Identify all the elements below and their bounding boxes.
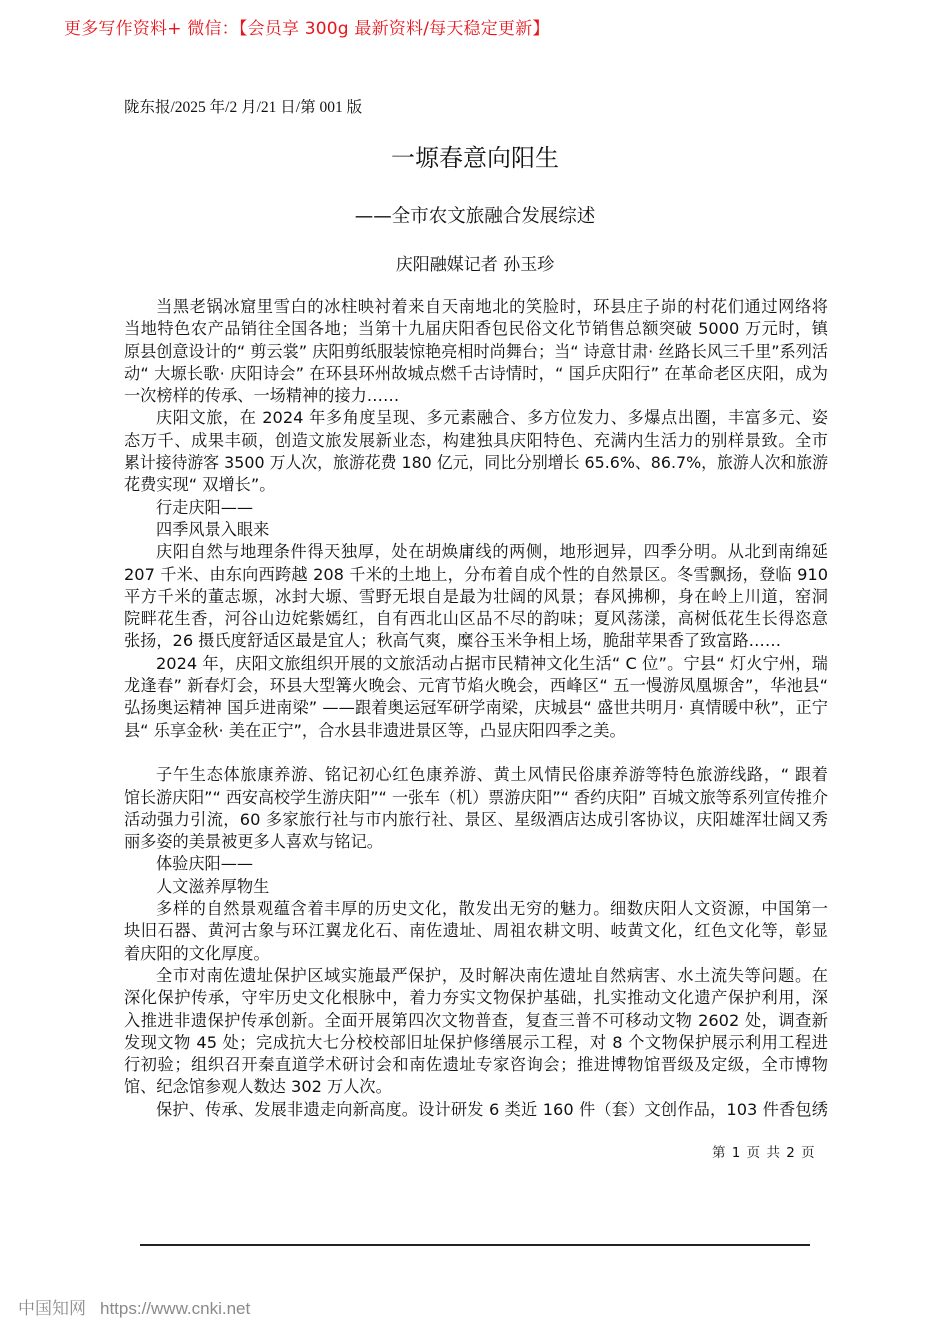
body-line: 全市对南佐遗址保护区域实施最严保护，及时解决南佐遗址自然病害、水土流失等问题。在 (156, 965, 828, 985)
body-line: 龙逢春” 新春灯会，环县大型篝火晚会、元宵节焰火晚会，西峰区“ 五一慢游凤凰塬舍”，华池县“ (124, 676, 828, 696)
watermark-name: 中国知网 (18, 1299, 86, 1318)
blank-line (124, 742, 828, 764)
body-line: 张扬，26 摄氏度舒适区最是宜人；秋高气爽，糜谷玉米争相上场，脆甜苹果香了致富路…… (124, 631, 782, 651)
body-line: 累计接待游客 3500 万人次，旅游花费 180 亿元，同比分别增长 65.6%、86.7%，旅游人次和旅游 (124, 453, 829, 473)
body-line: 活动强力引流，60 多家旅行社与市内旅行社、景区、星级酒店达成引客协议，庆阳雄浑壮阔又秀 (124, 809, 828, 829)
body-line: 馆长游庆阳”“ 西安高校学生游庆阳”“ 一张车（机）票游庆阳”“ 香约庆阳” 百城文旅等系列宣传推介 (124, 787, 829, 807)
body-line: 207 千米、由东向西跨越 208 千米的土地上，分布着自成个性的自然景区。冬雪飘扬，登临 910 (124, 564, 828, 584)
body-line: 着庆阳的文化厚度。 (124, 943, 270, 963)
body-line: 动“ 大塬长歌· 庆阳诗会” 在环县环州故城点燃千古诗情时，“ 国乒庆阳行” 在革命老区庆阳，成为 (124, 363, 828, 383)
body-line: 子午生态体旅康养游、铭记初心红色康养游、黄土风情民俗康养游等特色旅游线路，“ 跟着 (156, 765, 828, 785)
body-line: 庆阳自然与地理条件得天独厚，处在胡焕庸线的两侧，地形迥异，四季分明。从北到南绵延 (156, 542, 828, 562)
promo-banner: 更多写作资料+ 微信：【会员享 300g 最新资料/每天稳定更新】 (64, 19, 550, 39)
body-line: 丽多姿的美景被更多人喜欢与铭记。 (124, 832, 383, 852)
body-line: 县“ 乐享金秋· 美在正宁”，合水县非遗进景区等，凸显庆阳四季之美。 (124, 720, 626, 740)
cnki-watermark (18, 1294, 250, 1319)
body-line: 当地特色农产品销往全国各地；当第十九届庆阳香包民俗文化节销售总额突破 5000 万元时，镇 (124, 319, 828, 339)
body-line: 块旧石器、黄河古象与环江翼龙化石、南佐遗址、周祖农耕文明、岐黄文化，红色文化等，彰显 (124, 921, 828, 941)
body-line: 平方千米的董志塬，冰封大塬、雪野无垠自是最为壮阔的风景；春风拂柳，身在岭上川道，窑洞 (124, 586, 828, 606)
body-line: 当黑老锅冰窟里雪白的冰柱映衬着来自天南地北的笑脸时，环县庄子峁的村花们通过网络将 (156, 297, 828, 316)
body-line: 人文滋养厚物生 (156, 876, 270, 896)
body-line: 发现文物 45 处；完成抗大七分校校部旧址保护修缮展示工程，对 8 个文物保护展示利用工程进 (124, 1032, 828, 1052)
article-title: 一塬春意向阳生 (391, 144, 559, 172)
body-line: 态万千、成果丰硕，创造文旅发展新业态，构建独具庆阳特色、充满内生活力的别样景致。全市 (124, 430, 828, 450)
watermark-url[interactable]: https://www.cnki.net (100, 1299, 251, 1318)
article-subtitle: ——全市农文旅融合发展综述 (354, 206, 596, 227)
body-line: 保护、传承、发展非遗走向新高度。设计研发 6 类近 160 件（套）文创作品，103 件香包绣 (156, 1099, 828, 1119)
body-line: 原县创意设计的“ 剪云裳” 庆阳剪纸服装惊艳亮相时尚舞台；当“ 诗意甘肃· 丝路长风三千里”系列活 (124, 341, 829, 361)
body-line: 庆阳文旅，在 2024 年多角度呈现、多元素融合、多方位发力、多爆点出圈，丰富多元、姿 (156, 408, 828, 428)
body-line: 行初验；组织召开秦直道学术研讨会和南佐遗址专家咨询会；推进博物馆晋级及定级，全市博物 (124, 1055, 828, 1075)
body-line: 馆、纪念馆参观人数达 302 万人次。 (124, 1077, 392, 1097)
footer-divider (140, 1244, 810, 1246)
source-line: 陇东报/2025 年/2 月/21 日/第 001 版 (124, 99, 363, 116)
page-indicator: 第 1 页 共 2 页 (712, 1145, 816, 1161)
article-body (124, 296, 828, 1121)
body-line: 一次榜样的传承、一场精神的接力…… (124, 386, 400, 406)
body-line: 四季风景入眼来 (156, 519, 270, 539)
body-line: 花费实现“ 双增长”。 (124, 475, 276, 495)
body-line: 深化保护传承，守牢历史文化根脉中，着力夯实文物保护基础，扎实推动文化遗产保护利用，深 (124, 988, 828, 1008)
body-line: 多样的自然景观蕴含着丰厚的历史文化，散发出无穷的魅力。细数庆阳人文资源，中国第一 (156, 899, 828, 919)
body-line: 2024 年，庆阳文旅组织开展的文旅活动占据市民精神文化生活“ C 位”。宁县“ 灯火宁州，瑞 (156, 653, 828, 673)
body-line: 入推进非遗保护传承创新。全面开展第四次文物普查，复查三普不可移动文物 2602 处，调查新 (124, 1010, 828, 1030)
article-byline: 庆阳融媒记者 孙玉珍 (395, 255, 555, 275)
body-line: 弘扬奥运精神 国乒进南梁” ——跟着奥运冠军研学南梁，庆城县“ 盛世共明月· 真情暖中秋”，正宁 (124, 698, 828, 718)
body-line: 行走庆阳—— (156, 497, 254, 517)
body-line: 院畔花生香，河谷山边姹紫嫣红，自有西北山区品不尽的韵味；夏风荡漾，高树低花生长得恣意 (124, 609, 828, 629)
body-line: 体验庆阳—— (156, 854, 254, 874)
